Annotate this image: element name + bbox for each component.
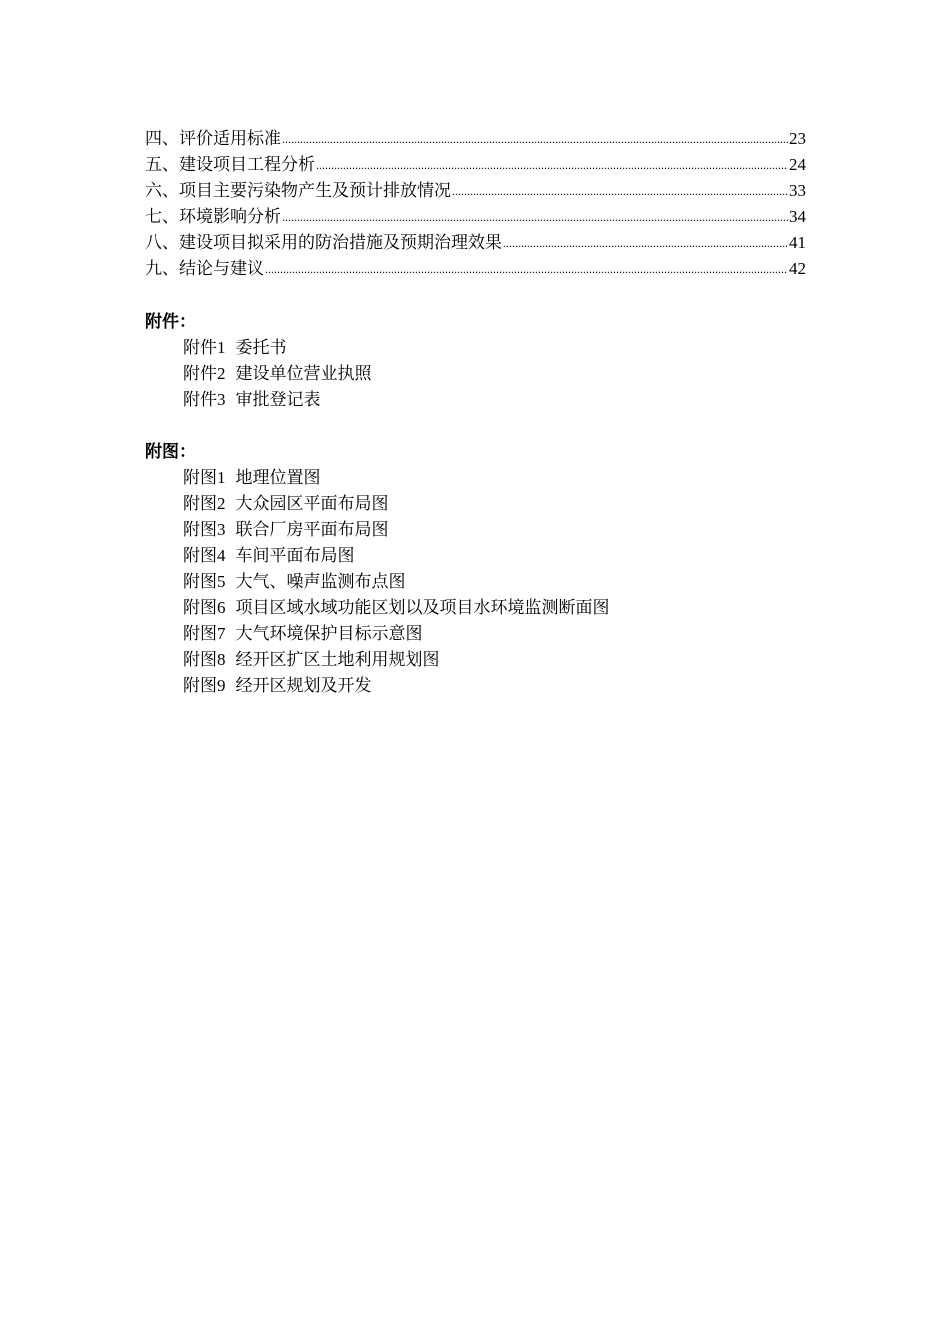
attachment-label: 附件 <box>183 338 217 358</box>
toc-entry-page: 23 <box>789 129 806 148</box>
toc-entry[interactable] <box>145 230 806 256</box>
toc-entry[interactable] <box>145 256 806 282</box>
toc-entry-title: 四、评价适用标准 <box>145 129 281 149</box>
attachment-name: 审批登记表 <box>235 390 321 410</box>
attachment-number: 1 <box>217 338 226 357</box>
toc-entry-page: 42 <box>789 259 806 278</box>
toc-entry-title: 九、结论与建议 <box>145 259 264 279</box>
attachment-name: 建设单位营业执照 <box>235 364 372 384</box>
figure-label: 附图 <box>183 572 217 592</box>
toc-entry-page: 24 <box>789 155 806 174</box>
attachment-item <box>145 361 372 387</box>
toc-entry-title: 五、建设项目工程分析 <box>145 155 315 175</box>
figure-number: 6 <box>217 598 226 617</box>
figure-label: 附图 <box>183 598 217 618</box>
attachments-heading: 附件： <box>145 312 196 332</box>
toc-entry[interactable] <box>145 126 806 152</box>
figure-label: 附图 <box>183 494 217 514</box>
figure-name: 车间平面布局图 <box>235 546 355 566</box>
figure-label: 附图 <box>183 650 217 670</box>
toc-dot-leader <box>503 229 788 256</box>
figure-name: 联合厂房平面布局图 <box>235 520 389 540</box>
figure-label: 附图 <box>183 546 217 566</box>
figure-item <box>145 543 610 569</box>
figure-label: 附图 <box>183 676 217 696</box>
figure-item <box>145 491 610 517</box>
figure-item <box>145 595 610 621</box>
figure-number: 1 <box>217 468 226 487</box>
toc-entry-title: 七、环境影响分析 <box>145 207 281 227</box>
figure-name: 经开区扩区土地利用规划图 <box>235 650 440 670</box>
figures-section <box>145 439 610 699</box>
figure-number: 9 <box>217 676 226 695</box>
figure-number: 5 <box>217 572 226 591</box>
attachment-label: 附件 <box>183 364 217 384</box>
attachment-item <box>145 335 372 361</box>
toc-entry[interactable] <box>145 204 806 230</box>
attachment-number: 3 <box>217 390 226 409</box>
toc-dot-leader <box>282 203 788 230</box>
toc-entry-page: 41 <box>789 233 806 252</box>
figure-item <box>145 517 610 543</box>
figure-name: 大众园区平面布局图 <box>235 494 389 514</box>
toc-entry[interactable] <box>145 152 806 178</box>
figure-number: 7 <box>217 624 226 643</box>
toc-dot-leader <box>265 255 788 282</box>
figure-item <box>145 621 610 647</box>
toc-dot-leader <box>282 125 788 152</box>
figure-label: 附图 <box>183 468 217 488</box>
toc-entry-page: 33 <box>789 181 806 200</box>
figure-label: 附图 <box>183 624 217 644</box>
attachment-item <box>145 387 372 413</box>
attachment-label: 附件 <box>183 390 217 410</box>
figure-item <box>145 569 610 595</box>
figure-item <box>145 465 610 491</box>
figure-name: 大气环境保护目标示意图 <box>235 624 423 644</box>
figure-name: 经开区规划及开发 <box>235 676 372 696</box>
toc-entry-title: 八、建设项目拟采用的防治措施及预期治理效果 <box>145 233 502 253</box>
toc-entry-page: 34 <box>789 207 806 226</box>
figure-item <box>145 647 610 673</box>
toc-entry-title: 六、项目主要污染物产生及预计排放情况 <box>145 181 451 201</box>
attachments-section <box>145 309 372 413</box>
figure-name: 地理位置图 <box>235 468 321 488</box>
toc-entry[interactable] <box>145 178 806 204</box>
attachment-number: 2 <box>217 364 226 383</box>
figure-name: 大气、噪声监测布点图 <box>235 572 406 592</box>
figure-number: 4 <box>217 546 226 565</box>
toc-dot-leader <box>452 177 788 204</box>
toc-dot-leader <box>316 151 788 178</box>
attachment-name: 委托书 <box>235 338 287 358</box>
figure-number: 2 <box>217 494 226 513</box>
figures-heading: 附图： <box>145 442 196 462</box>
figure-label: 附图 <box>183 520 217 540</box>
figure-item <box>145 673 610 699</box>
figure-number: 8 <box>217 650 226 669</box>
figure-name: 项目区域水域功能区划以及项目水环境监测断面图 <box>235 598 610 618</box>
figure-number: 3 <box>217 520 226 539</box>
table-of-contents <box>145 126 806 282</box>
